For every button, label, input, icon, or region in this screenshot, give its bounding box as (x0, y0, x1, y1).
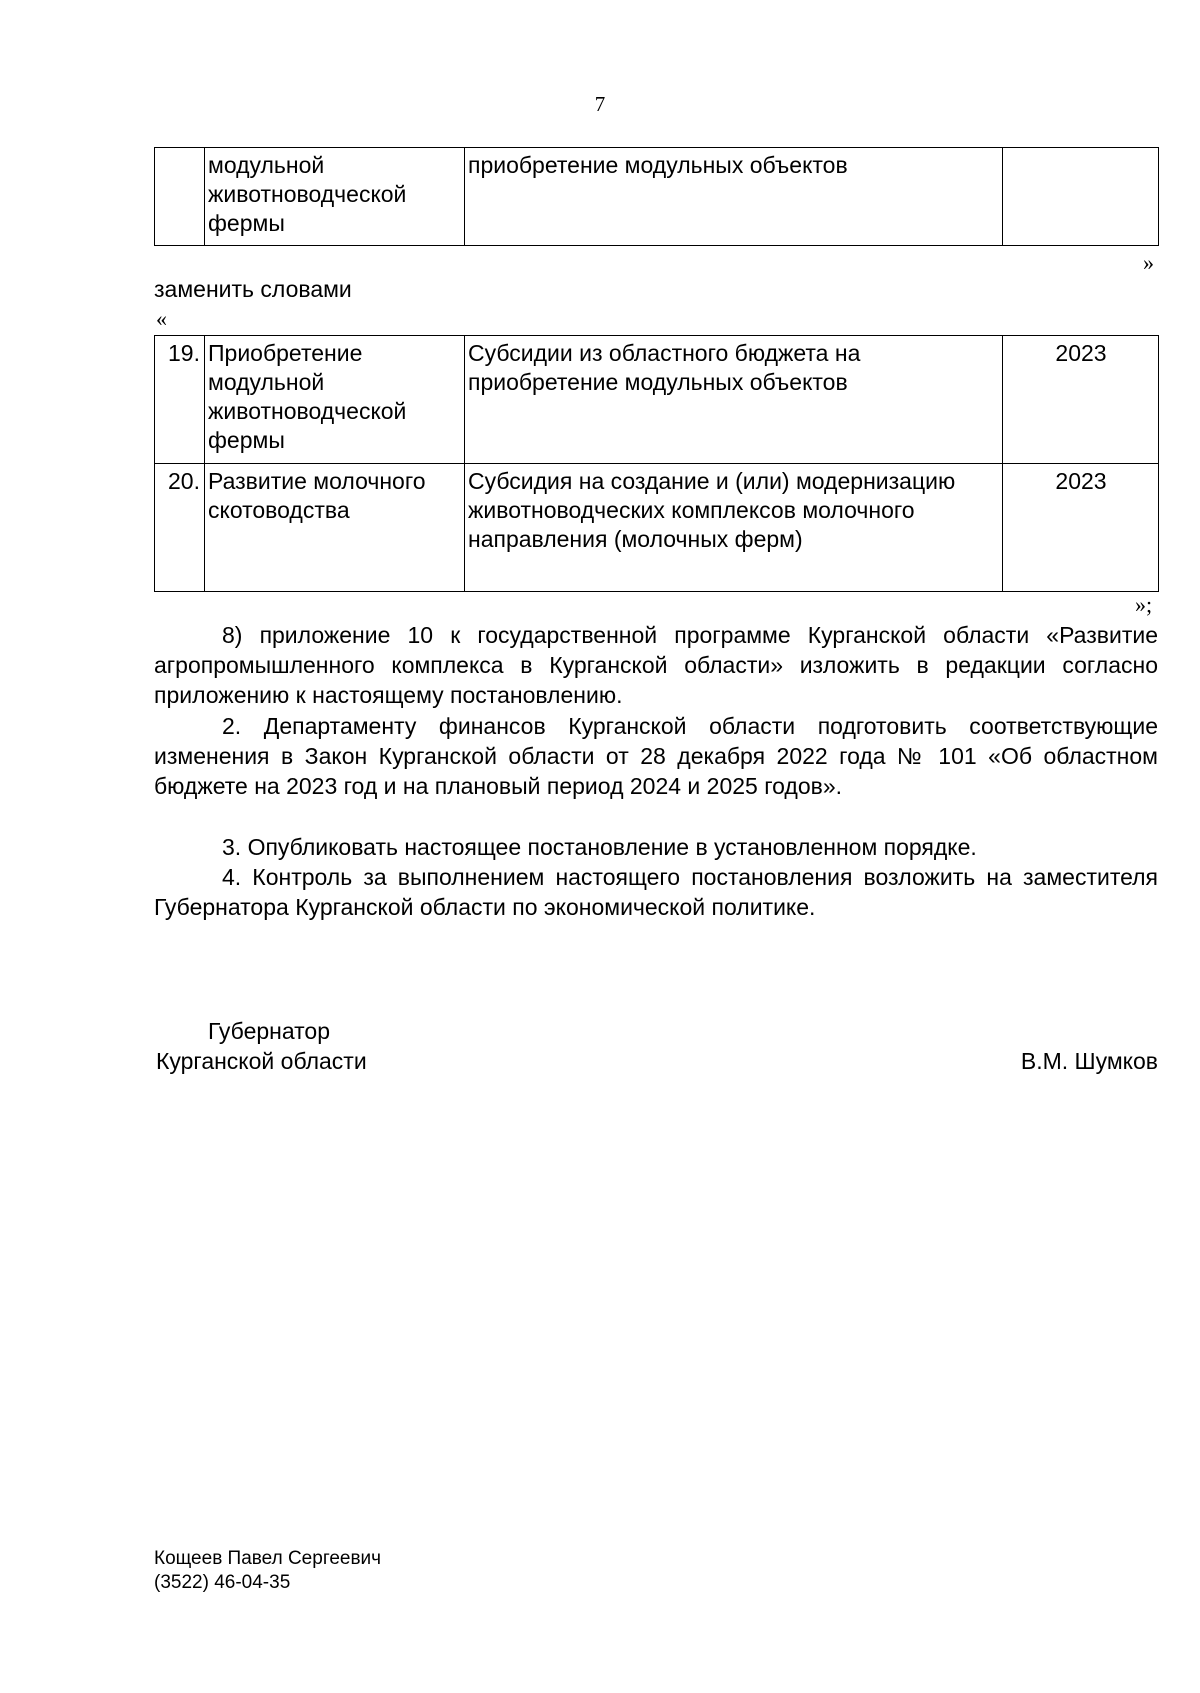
paragraph-2: 2. Департаменту финансов Курганской области подготовить соответствующие изменения в Закон Курганской области от 28 декабря 2022 года № 101 «Об областном бюджете на 2023 год и на плановый период 2024 и 2025 годов». (154, 713, 1158, 799)
replaced-table (154, 147, 1159, 246)
paragraph-item-8: 8) приложение 10 к государственной программе Курганской области «Развитие агропромышленного комплекса в Курганской области» изложить в редакции согласно приложению к настоящему постановлению. (154, 622, 1158, 708)
closing-quote: » (1143, 250, 1154, 275)
row-year-cell: 2023 (1003, 336, 1159, 464)
contact-phone: (3522) 46-04-35 (154, 1572, 291, 1593)
row-name-cell: Развитие молочного скотоводства (205, 464, 465, 592)
table-row (155, 148, 1159, 246)
paragraph-3: 3. Опубликовать настоящее постановление в установленном порядке. (222, 834, 977, 860)
table-row (155, 464, 1159, 592)
row-year-cell (1003, 148, 1159, 246)
row-number-cell: 20. (155, 464, 205, 592)
table-row (155, 336, 1159, 464)
row-name-cell: модульной животноводческой фермы (205, 148, 465, 246)
row-name-cell: Приобретение модульной животноводческой фермы (205, 336, 465, 464)
replace-instruction: заменить словами (154, 276, 352, 302)
signatory-name: В.М. Шумков (1020, 1048, 1158, 1074)
row-year-cell: 2023 (1003, 464, 1159, 592)
signatory-title: Губернатор (208, 1018, 331, 1044)
opening-quote: « (156, 306, 167, 331)
closing-quote-semicolon: »; (1135, 592, 1153, 617)
row-description-cell: Субсидии из областного бюджета на приобретение модульных объектов (465, 336, 1003, 464)
row-description-cell: приобретение модульных объектов (465, 148, 1003, 246)
replacement-table (154, 335, 1159, 592)
page-number: 7 (594, 92, 606, 116)
row-description-cell: Субсидия на создание и (или) модернизацию животноводческих комплексов молочного направления (молочных ферм) (465, 464, 1003, 592)
contact-name: Кощеев Павел Сергеевич (154, 1548, 382, 1569)
row-number-cell: 19. (155, 336, 205, 464)
signatory-region: Курганской области (156, 1048, 367, 1074)
paragraph-4: 4. Контроль за выполнением настоящего постановления возложить на заместителя Губернатора Курганской области по экономической политике. (154, 864, 1158, 920)
row-number-cell (155, 148, 205, 246)
